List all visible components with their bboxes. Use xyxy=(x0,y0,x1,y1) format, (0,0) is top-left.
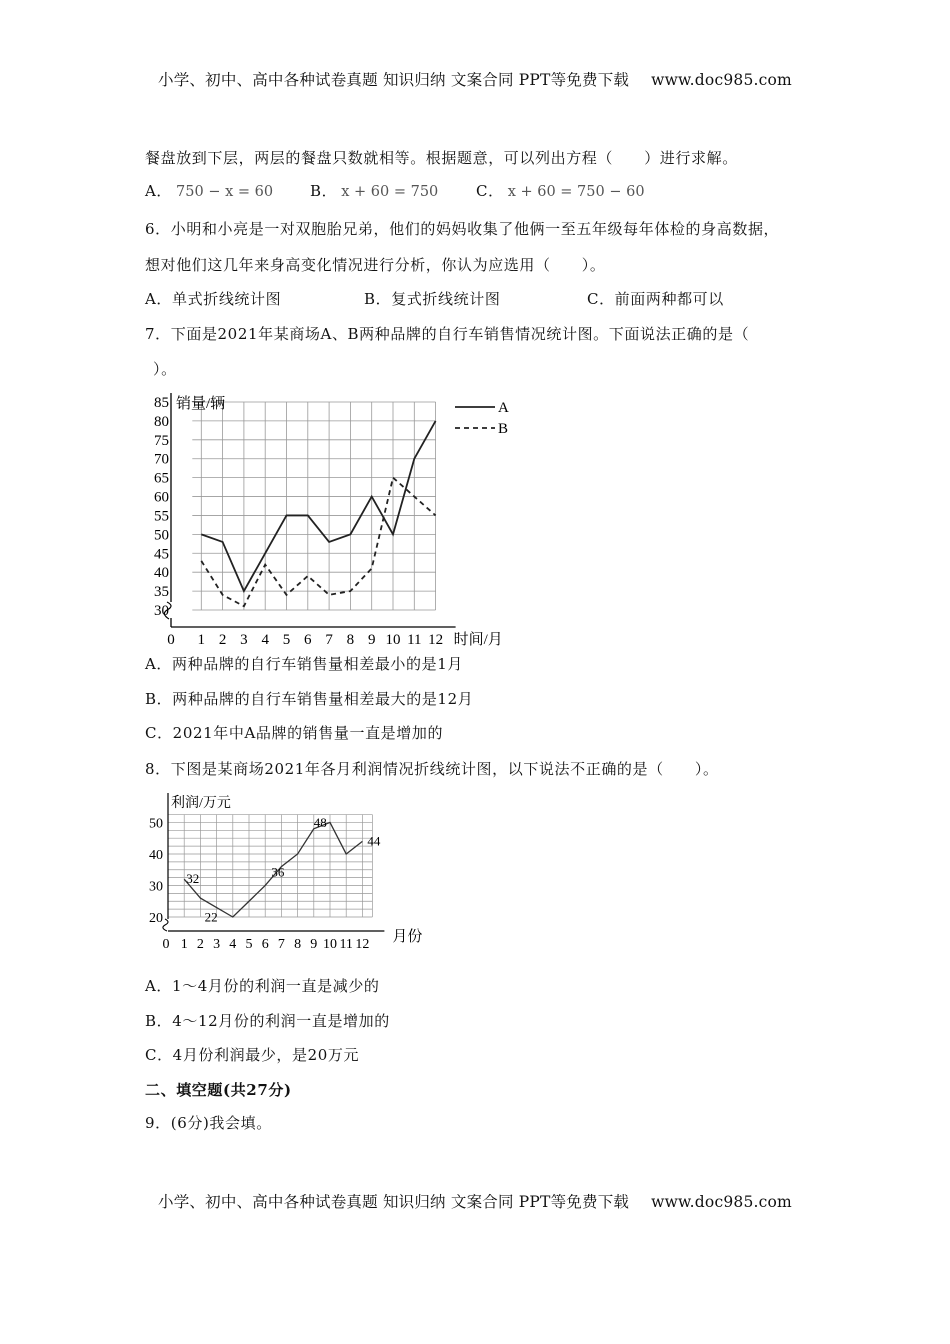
q6-option-c: C．前面两种都可以 xyxy=(587,290,724,308)
y-tick-label: 20 xyxy=(149,911,163,926)
x-tick-label: 7 xyxy=(325,632,333,648)
data-label: 22 xyxy=(204,909,218,925)
y-axis-label: 利润/万元 xyxy=(171,796,231,811)
q5-option-b: B． x + 60 = 750 xyxy=(310,182,439,200)
q7-option-c: C．2021年中A品牌的销售量一直是增加的 xyxy=(145,724,444,742)
x-tick-label: 3 xyxy=(240,632,248,648)
q5-continuation: 餐盘放到下层，两层的餐盘只数就相等。根据题意，可以列出方程（ ）进行求解。 xyxy=(145,149,738,167)
q5-option-c-expr: x + 60 = 750 − 60 xyxy=(507,184,645,200)
y-tick-label: 80 xyxy=(154,413,169,430)
q8-option-a: A．1～4月份的利润一直是减少的 xyxy=(145,977,380,995)
x-tick-label: 7 xyxy=(277,937,285,952)
y-tick-label: 45 xyxy=(154,546,169,563)
y-tick-label: 35 xyxy=(154,584,169,601)
page-header xyxy=(0,68,950,90)
q8-line1: 8．下图是某商场2021年各月利润情况折线统计图，以下说法不正确的是（ ）。 xyxy=(145,760,719,778)
section-2-title: 二、填空题(共27分) xyxy=(145,1081,292,1099)
x-tick-label: 10 xyxy=(323,937,337,952)
q5-option-b-expr: x + 60 = 750 xyxy=(341,184,439,200)
data-label: 48 xyxy=(313,814,327,830)
series-line-A xyxy=(201,421,435,591)
data-label: 36 xyxy=(271,864,285,880)
y-tick-label: 50 xyxy=(149,816,163,832)
page-footer xyxy=(0,1190,950,1212)
x-tick-label: 6 xyxy=(304,632,312,648)
data-label: 32 xyxy=(186,871,200,887)
q7-line2: ）。 xyxy=(153,360,177,378)
q6-option-a: A．单式折线统计图 xyxy=(145,290,282,308)
data-label: 44 xyxy=(367,833,381,849)
q7-option-b: B．两种品牌的自行车销售量相差最大的是12月 xyxy=(145,690,474,708)
x-axis-label: 月份 xyxy=(392,929,423,945)
q5-option-c: C． x + 60 = 750 − 60 xyxy=(476,182,645,200)
x-tick-label: 3 xyxy=(213,937,221,952)
sales-line-chart xyxy=(154,385,540,648)
y-tick-label: 60 xyxy=(154,489,169,506)
x-tick-label: 8 xyxy=(294,937,302,952)
y-tick-label: 55 xyxy=(154,508,169,525)
x-tick-label: 9 xyxy=(310,937,318,952)
x-axis-label: 时间/月 xyxy=(453,632,503,648)
q6-line2: 想对他们这几年来身高变化情况进行分析，你认为应选用（ ）。 xyxy=(145,256,606,274)
x-tick-label: 9 xyxy=(367,632,376,648)
legend-label-B: B xyxy=(498,421,509,437)
y-tick-label: 70 xyxy=(154,451,169,468)
legend-label-A: A xyxy=(498,400,509,416)
x-tick-label: 2 xyxy=(196,937,204,952)
y-tick-label: 85 xyxy=(154,395,169,411)
x-tick-label: 5 xyxy=(245,937,253,952)
y-tick-label: 50 xyxy=(154,527,169,544)
x-tick-label: 6 xyxy=(261,937,269,952)
x-tick-label: 4 xyxy=(229,937,237,952)
y-tick-label: 40 xyxy=(154,565,169,582)
q5-option-a: A． 750 − x = 60 xyxy=(145,182,274,200)
y-tick-label: 75 xyxy=(154,432,169,449)
y-axis-label: 销量/辆 xyxy=(176,396,226,412)
x-tick-label: 8 xyxy=(346,632,355,648)
q7-option-a: A．两种品牌的自行车销售量相差最小的是1月 xyxy=(145,655,463,673)
x-tick-label: 11 xyxy=(339,937,353,952)
q5-option-a-expr: 750 − x = 60 xyxy=(176,184,274,200)
q8-option-b: B．4～12月份的利润一直是增加的 xyxy=(145,1012,390,1030)
x-tick-label: 10 xyxy=(385,632,401,648)
footer-site[interactable]: www.doc985.com xyxy=(651,1193,792,1211)
axis-break-icon xyxy=(163,919,168,931)
x-tick-label: 5 xyxy=(282,632,291,648)
q6-option-b: B．复式折线统计图 xyxy=(364,290,501,308)
footer-text: 小学、初中、高中各种试卷真题 知识归纳 文案合同 PPT等免费下载 xyxy=(158,1193,630,1211)
x-tick-label: 0 xyxy=(162,937,170,952)
q7-line1: 7．下面是2021年某商场A、B两种品牌的自行车销售情况统计图。下面说法正确的是（ xyxy=(145,325,750,343)
x-tick-label: 0 xyxy=(167,632,175,648)
q8-option-c: C．4月份利润最少，是20万元 xyxy=(145,1046,360,1064)
x-tick-label: 12 xyxy=(355,937,370,952)
y-tick-label: 40 xyxy=(149,847,163,863)
q9-text: 9．(6分)我会填。 xyxy=(145,1114,272,1132)
q6-line1: 6．小明和小亮是一对双胞胎兄弟，他们的妈妈收集了他俩一至五年级每年体检的身高数据， xyxy=(145,220,780,238)
header-text: 小学、初中、高中各种试卷真题 知识归纳 文案合同 PPT等免费下载 xyxy=(158,71,630,89)
x-tick-label: 2 xyxy=(218,632,227,648)
x-tick-label: 11 xyxy=(407,632,422,648)
x-tick-label: 12 xyxy=(428,632,444,648)
profit-line-chart xyxy=(140,785,440,955)
x-tick-label: 1 xyxy=(180,937,188,952)
x-tick-label: 4 xyxy=(261,632,269,648)
y-tick-label: 30 xyxy=(154,603,169,619)
y-tick-label: 65 xyxy=(154,470,169,487)
y-tick-label: 30 xyxy=(149,879,163,895)
header-site[interactable]: www.doc985.com xyxy=(651,71,792,89)
x-tick-label: 1 xyxy=(197,632,206,648)
